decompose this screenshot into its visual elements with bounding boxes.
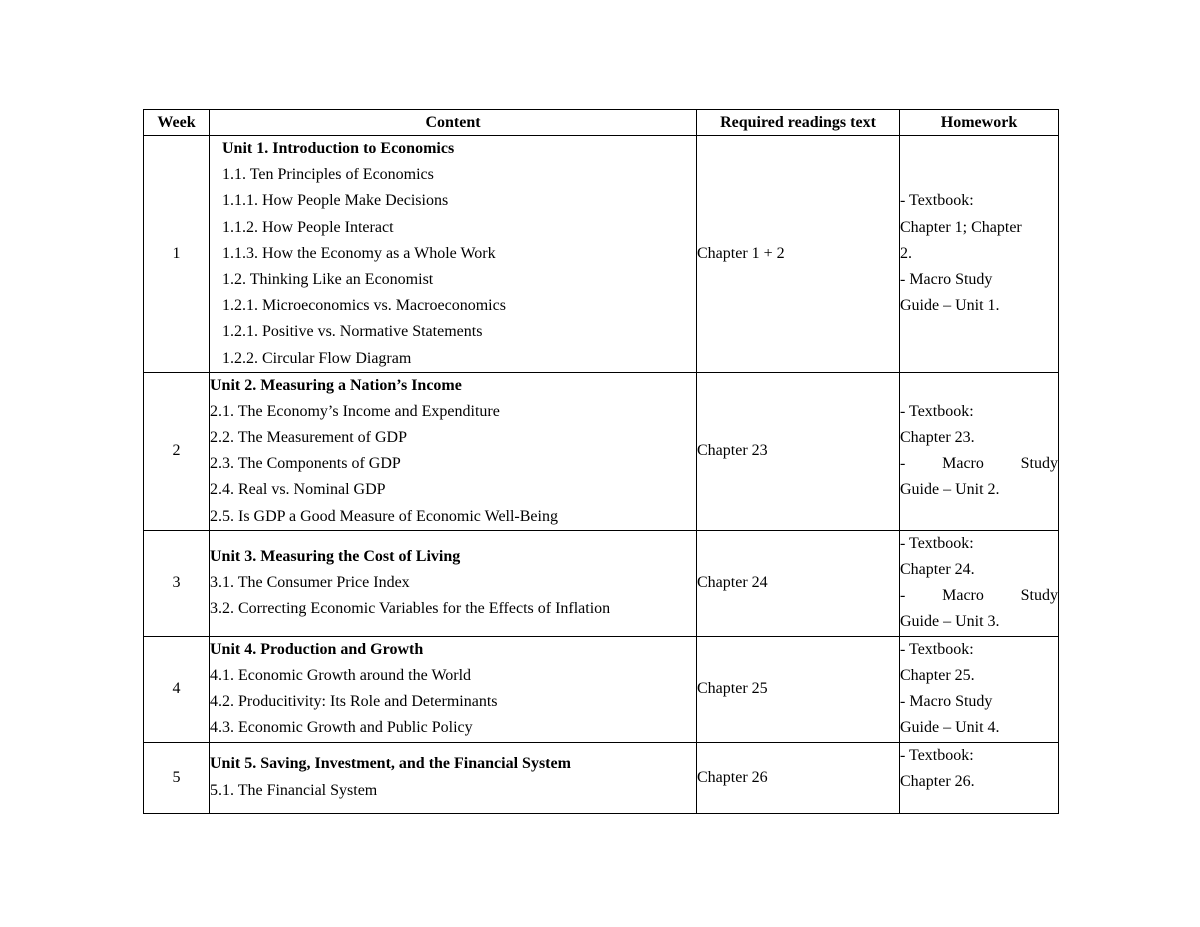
homework-line: Guide – Unit 4. [900, 719, 1000, 737]
topic-item: 4.3. Economic Growth and Public Policy [210, 719, 473, 737]
readings-cell: Chapter 26 [697, 742, 900, 813]
header-readings: Required readings text [697, 110, 900, 136]
table-row [144, 742, 1059, 813]
readings-cell: Chapter 1 + 2 [697, 136, 900, 373]
topic-item: 2.1. The Economy’s Income and Expenditure [210, 402, 500, 420]
table-row [144, 530, 1059, 636]
unit-title: Unit 4. Production and Growth [210, 640, 424, 658]
homework-line: Chapter 1; Chapter [900, 218, 1022, 236]
homework-word: Study [1020, 587, 1058, 605]
topic-item: 1.2.1. Microeconomics vs. Macroeconomics [222, 297, 506, 315]
topic-item: 2.4. Real vs. Nominal GDP [210, 481, 386, 499]
week-cell: 2 [144, 372, 210, 530]
topic-item: 5.1. The Financial System [210, 781, 378, 799]
homework-line: Chapter 24. [900, 561, 975, 578]
homework-line: - Textbook: [900, 640, 974, 658]
homework-line: - Textbook: [900, 402, 974, 420]
homework-cell [900, 636, 1059, 742]
unit-title: Unit 2. Measuring a Nation’s Income [210, 376, 462, 394]
topic-item: 3.1. The Consumer Price Index [210, 574, 410, 592]
content-cell [210, 530, 697, 636]
readings-cell: Chapter 24 [697, 530, 900, 636]
topic-item: 1.1.3. How the Economy as a Whole Work [222, 244, 496, 262]
homework-cell [900, 530, 1059, 636]
unit-title: Unit 5. Saving, Investment, and the Financial System [210, 755, 571, 773]
homework-line: Chapter 25. [900, 667, 975, 684]
syllabus-table [143, 109, 1059, 814]
topic-item: 1.2. Thinking Like an Economist [222, 270, 434, 288]
readings-cell: Chapter 23 [697, 372, 900, 530]
header-row [144, 110, 1059, 136]
topic-item: 1.1. Ten Principles of Economics [222, 166, 434, 184]
homework-line: - Macro Study [900, 270, 993, 288]
homework-line: Guide – Unit 1. [900, 297, 1000, 315]
unit-title: Unit 3. Measuring the Cost of Living [210, 548, 461, 566]
homework-word: Study [1020, 455, 1058, 473]
content-cell [210, 636, 697, 742]
homework-cell [900, 742, 1059, 813]
homework-line: - Textbook: [900, 534, 974, 552]
homework-line: - Textbook: [900, 192, 974, 210]
homework-line: 2. [900, 244, 912, 262]
unit-title: Unit 1. Introduction to Economics [222, 140, 455, 157]
content-cell [210, 372, 697, 530]
topic-item: 3.2. Correcting Economic Variables for the Effects of Inflation [210, 600, 611, 618]
table-row [144, 372, 1059, 530]
topic-item: 4.2. Producitivity: Its Role and Determinants [210, 693, 498, 711]
homework-line: Chapter 23. [900, 429, 975, 447]
readings-cell: Chapter 25 [697, 636, 900, 742]
homework-line: Guide – Unit 3. [900, 613, 1000, 631]
content-cell [210, 136, 697, 373]
week-cell: 3 [144, 530, 210, 636]
topic-item: 1.2.1. Positive vs. Normative Statements [222, 323, 483, 341]
week-cell: 1 [144, 136, 210, 373]
week-cell: 4 [144, 636, 210, 742]
topic-item: 1.1.2. How People Interact [222, 218, 394, 236]
homework-line [900, 583, 1058, 609]
topic-item: 2.2. The Measurement of GDP [210, 429, 407, 447]
topic-item: 1.2.2. Circular Flow Diagram [222, 349, 412, 367]
table-row [144, 636, 1059, 742]
topic-item: 2.3. The Components of GDP [210, 455, 401, 473]
homework-word: - [900, 455, 906, 473]
homework-line: Guide – Unit 2. [900, 481, 1000, 499]
topic-item: 2.5. Is GDP a Good Measure of Economic Well-Being [210, 507, 558, 525]
header-content: Content [210, 110, 697, 136]
homework-word: - [900, 587, 906, 605]
homework-line: Chapter 26. [900, 772, 975, 790]
homework-line [900, 451, 1058, 477]
header-week: Week [144, 110, 210, 136]
homework-word: Macro [942, 587, 984, 605]
topic-item: 4.1. Economic Growth around the World [210, 667, 472, 684]
week-cell: 5 [144, 742, 210, 813]
topic-item: 1.1.1. How People Make Decisions [222, 192, 449, 210]
content-cell [210, 742, 697, 813]
homework-line: - Macro Study [900, 693, 993, 711]
table-row [144, 136, 1059, 373]
homework-cell [900, 372, 1059, 530]
homework-line: - Textbook: [900, 746, 974, 764]
header-homework: Homework [900, 110, 1059, 136]
homework-cell [900, 136, 1059, 373]
homework-word: Macro [942, 455, 984, 473]
